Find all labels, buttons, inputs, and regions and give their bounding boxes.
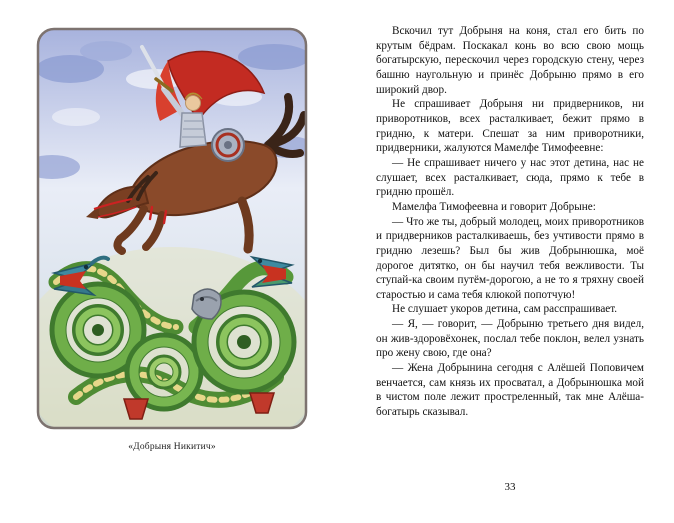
- paragraph: Вскочил тут Добрыня на коня, стал его бить по крутым бёдрам. Поскакал конь во всю свою мощь богатырскую, перескочил через городскую стену, через башню наугольную и принёс Добрыню прямо в его широкий двор.: [376, 25, 644, 96]
- page-number: 33: [504, 481, 516, 493]
- paragraph: Мамелфа Тимофеевна и говорит Добрыне:: [392, 200, 596, 213]
- paragraph: — Я, — говорит, — Добрыню третьего дня видел, он жив-здоровёхонек, послал тебе поклон, велел узнать про жену свою, где она?: [376, 318, 644, 360]
- paragraph: Не слушает укоров детина, сам расспрашивает.: [392, 303, 618, 316]
- paragraph: — Жена Добрынина сегодня с Алёшей Поповичем венчается, сам князь их просватал, а Добрынюшка мой в чистом поле лежит простреленный, так мне Алёша-богатырь сказывал.: [376, 362, 644, 419]
- paragraph: — Что же ты, добрый молодец, моих приворотников и придверников расталкиваешь, без учтивости прямо в гридню лезешь? Был бы жив Добрынюшка, моё дорогое дитятко, он бы научил тебя вежливости. Ты ступай-ка своим путём-дорогою, а не то я тряхну своей старостью и сама тебя клюкой попотчую!: [376, 215, 644, 301]
- illustration-dobrynya: [36, 27, 308, 430]
- illustration-caption: «Добрыня Никитич»: [128, 442, 216, 452]
- serpent-head-center: [192, 289, 221, 319]
- paragraph: — Не спрашивает ничего у нас этот детина, нас не слушает, всех расталкивает, сюда, прямо к тебе в гридню прошёл.: [376, 156, 644, 199]
- illustration-art: [36, 27, 308, 430]
- story-text: [376, 24, 644, 420]
- paragraph: Не спрашивает Добрыня ни придверников, ни приворотников, всех расталкивает, бежит прямо в гридню, к матери. Спешат за ним приворотники, придверники, жалуются Мамелфе Тимофеевне:: [376, 98, 644, 155]
- serpent-coils: [36, 247, 308, 430]
